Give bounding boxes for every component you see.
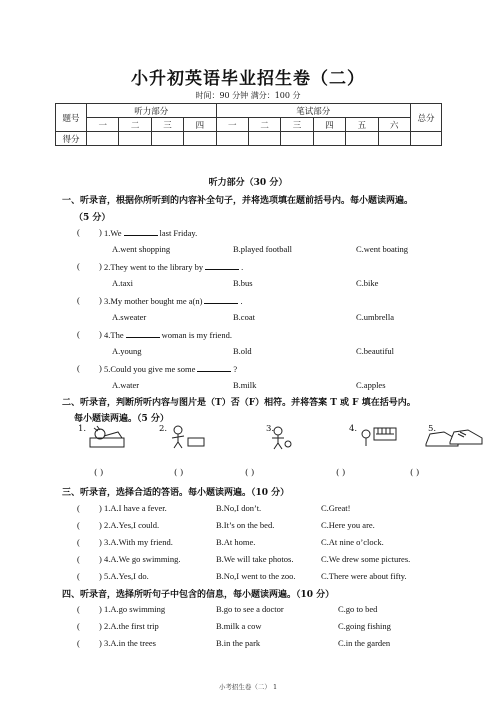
stem-after-blank: . xyxy=(241,262,244,272)
answer-paren[interactable]: ( xyxy=(77,537,80,547)
kids-playing-icon xyxy=(168,424,208,450)
option-c[interactable]: C.umbrella xyxy=(356,312,395,322)
answer-paren[interactable]: ( xyxy=(77,503,80,513)
option-b[interactable]: B.old xyxy=(233,346,252,356)
q2-title: 二、听录音，判断所听内容与图片是（T）否（F）相符。并将答案 T 或 F 填在括号内。 xyxy=(62,398,416,408)
exam-title: 小升初英语毕业招生卷（二） xyxy=(131,69,365,89)
answer-paren-close: ) xyxy=(99,503,102,513)
picture-number: 3. xyxy=(266,424,275,434)
score-box[interactable] xyxy=(184,132,216,146)
stem-before-blank: 4.The xyxy=(104,330,124,340)
score-box[interactable] xyxy=(378,132,410,146)
sick-child-icon xyxy=(88,424,128,450)
col-listen-1: 一 xyxy=(87,118,119,132)
answer-paren[interactable]: ( xyxy=(77,227,80,237)
answer-paren-close: ) xyxy=(99,227,102,237)
answer-box[interactable]: ( ) xyxy=(245,468,255,478)
sneakers-icon xyxy=(424,424,486,450)
col-written-2: 二 xyxy=(248,118,280,132)
q3-title: 三、听录音，选择合适的答语。每小题读两遍。（10 分） xyxy=(62,488,290,498)
fill-blank[interactable] xyxy=(205,261,239,270)
score-box[interactable] xyxy=(346,132,378,146)
answer-paren-close: ) xyxy=(99,520,102,530)
q2-title-2: 每小题读两遍。（5 分） xyxy=(74,414,169,424)
option-a[interactable]: A.young xyxy=(112,346,142,356)
col-listen-3: 三 xyxy=(151,118,183,132)
option-b[interactable]: B.No,I don’t. xyxy=(216,503,262,513)
page-footer: 小考招生卷（二） 1 xyxy=(218,683,278,691)
answer-paren[interactable]: ( xyxy=(77,261,80,271)
total-cell: 总分 xyxy=(411,104,442,132)
option-a[interactable]: 2.A.the first trip xyxy=(104,621,159,631)
picture-number: 1. xyxy=(78,424,87,434)
stem-before-blank: 1.We xyxy=(104,228,122,238)
option-b[interactable]: B.At home. xyxy=(216,537,256,547)
col-written-1: 一 xyxy=(216,118,248,132)
answer-paren-close: ) xyxy=(99,571,102,581)
option-c[interactable]: C.There were about fifty. xyxy=(321,571,407,581)
answer-box[interactable]: ( ) xyxy=(410,468,420,478)
stem-after-blank: last Friday. xyxy=(159,228,198,238)
col-written-5: 五 xyxy=(346,118,378,132)
fill-blank[interactable] xyxy=(204,295,238,304)
answer-paren-close: ) xyxy=(99,329,102,339)
option-b[interactable]: B.milk a cow xyxy=(216,621,262,631)
option-c[interactable]: C.apples xyxy=(356,380,386,390)
option-c[interactable]: C.go to bed xyxy=(338,604,378,614)
exam-subtitle: 时间：90 分钟 满分：100 分 xyxy=(195,91,301,100)
answer-paren[interactable]: ( xyxy=(77,520,80,530)
picture-number: 4. xyxy=(349,424,358,434)
answer-box[interactable]: ( ) xyxy=(94,468,104,478)
score-box[interactable] xyxy=(151,132,183,146)
option-a[interactable]: 5.A.Yes,I do. xyxy=(104,571,149,581)
answer-paren-close: ) xyxy=(99,621,102,631)
score-box[interactable] xyxy=(248,132,280,146)
stem-after-blank: woman is my friend. xyxy=(161,330,232,340)
written-header-cell: 笔试部分 xyxy=(216,104,410,118)
score-table xyxy=(55,103,442,146)
answer-paren[interactable]: ( xyxy=(77,604,80,614)
listening-section-header: 听力部分（30 分） xyxy=(208,178,288,188)
question-stem xyxy=(104,227,197,238)
q4-title: 四、听录音，选择所听句子中包含的信息，每小题读两遍。（10 分） xyxy=(62,590,335,600)
option-b[interactable]: B.played football xyxy=(233,244,293,254)
picture-number: 5. xyxy=(428,424,437,434)
option-a[interactable]: A.went shopping xyxy=(112,244,171,254)
option-b[interactable]: B.milk xyxy=(233,380,257,390)
answer-paren[interactable]: ( xyxy=(77,363,80,373)
option-c[interactable]: C.bike xyxy=(356,278,379,288)
option-b[interactable]: B.No,I went to the zoo. xyxy=(216,571,296,581)
option-a[interactable]: A.taxi xyxy=(112,278,134,288)
score-box[interactable] xyxy=(281,132,313,146)
listening-header-cell: 听力部分 xyxy=(87,104,217,118)
option-a[interactable]: 3.A.With my friend. xyxy=(104,537,173,547)
score-box[interactable] xyxy=(216,132,248,146)
score-box[interactable] xyxy=(411,132,442,146)
answer-paren[interactable]: ( xyxy=(77,554,80,564)
option-b[interactable]: B.It’s on the bed. xyxy=(216,520,275,530)
option-c[interactable]: C.We drew some pictures. xyxy=(321,554,411,564)
girl-with-ball-icon xyxy=(260,424,300,450)
option-a[interactable]: A.water xyxy=(112,380,140,390)
option-a[interactable]: 4.A.We go swimming. xyxy=(104,554,181,564)
score-label: 得分 xyxy=(56,132,87,146)
row-label: 题号 xyxy=(56,104,87,132)
answer-paren[interactable]: ( xyxy=(77,329,80,339)
col-listen-4: 四 xyxy=(184,118,216,132)
answer-paren[interactable]: ( xyxy=(77,571,80,581)
answer-paren[interactable]: ( xyxy=(77,638,80,648)
stem-after-blank: ? xyxy=(233,364,238,374)
option-a[interactable]: 2.A.Yes,I could. xyxy=(104,520,160,530)
fill-blank[interactable] xyxy=(197,363,231,372)
kid-at-piano-icon xyxy=(358,424,398,450)
score-box[interactable] xyxy=(119,132,151,146)
option-b[interactable]: B.coat xyxy=(233,312,255,322)
answer-paren[interactable]: ( xyxy=(77,295,80,305)
answer-paren-close: ) xyxy=(99,604,102,614)
option-a[interactable]: 3.A.in the trees xyxy=(104,638,156,648)
option-c[interactable]: C.in the garden xyxy=(338,638,391,648)
col-written-4: 四 xyxy=(313,118,345,132)
answer-paren-close: ) xyxy=(99,295,102,305)
option-b[interactable]: B.bus xyxy=(233,278,253,288)
option-c[interactable]: C.beautiful xyxy=(356,346,395,356)
option-a[interactable]: A.sweater xyxy=(112,312,147,322)
answer-box[interactable]: ( ) xyxy=(174,468,184,478)
answer-paren-close: ) xyxy=(99,638,102,648)
option-b[interactable]: B.go to see a doctor xyxy=(216,604,284,614)
score-box[interactable] xyxy=(87,132,119,146)
option-a[interactable]: 1.A.go swimming xyxy=(104,604,166,614)
col-written-3: 三 xyxy=(281,118,313,132)
option-c[interactable]: C.Great! xyxy=(321,503,351,513)
stem-before-blank: 2.They went to the library by xyxy=(104,262,204,272)
question-stem xyxy=(104,261,243,272)
fill-blank[interactable] xyxy=(126,329,160,338)
answer-paren-close: ) xyxy=(99,261,102,271)
answer-paren-close: ) xyxy=(99,537,102,547)
col-listen-2: 二 xyxy=(119,118,151,132)
option-c[interactable]: C.went boating xyxy=(356,244,408,254)
picture-number: 2. xyxy=(159,424,168,434)
col-written-6: 六 xyxy=(378,118,410,132)
stem-before-blank: 5.Could you give me some xyxy=(104,364,196,374)
option-a[interactable]: 1.A.I have a fever. xyxy=(104,503,167,513)
option-b[interactable]: B.in the park xyxy=(216,638,261,648)
option-c[interactable]: C.At nine o’clock. xyxy=(321,537,384,547)
answer-paren-close: ) xyxy=(99,554,102,564)
question-stem xyxy=(104,329,232,340)
fill-blank[interactable] xyxy=(124,227,158,236)
option-b[interactable]: B.We will take photos. xyxy=(216,554,294,564)
answer-box[interactable]: ( ) xyxy=(336,468,346,478)
option-c[interactable]: C.Here you are. xyxy=(321,520,375,530)
stem-before-blank: 3.My mother bought me a(n) xyxy=(104,296,203,306)
option-c[interactable]: C.going fishing xyxy=(338,621,391,631)
q1-title: 一、听录音，根据你所听到的内容补全句子，并将选项填在题前括号内。每小题读两遍。 xyxy=(62,196,414,206)
answer-paren[interactable]: ( xyxy=(77,621,80,631)
q1-points: （5 分） xyxy=(74,213,111,223)
question-stem xyxy=(104,295,243,306)
question-stem xyxy=(104,363,237,374)
answer-paren-close: ) xyxy=(99,363,102,373)
score-box[interactable] xyxy=(313,132,345,146)
stem-after-blank: . xyxy=(240,296,243,306)
